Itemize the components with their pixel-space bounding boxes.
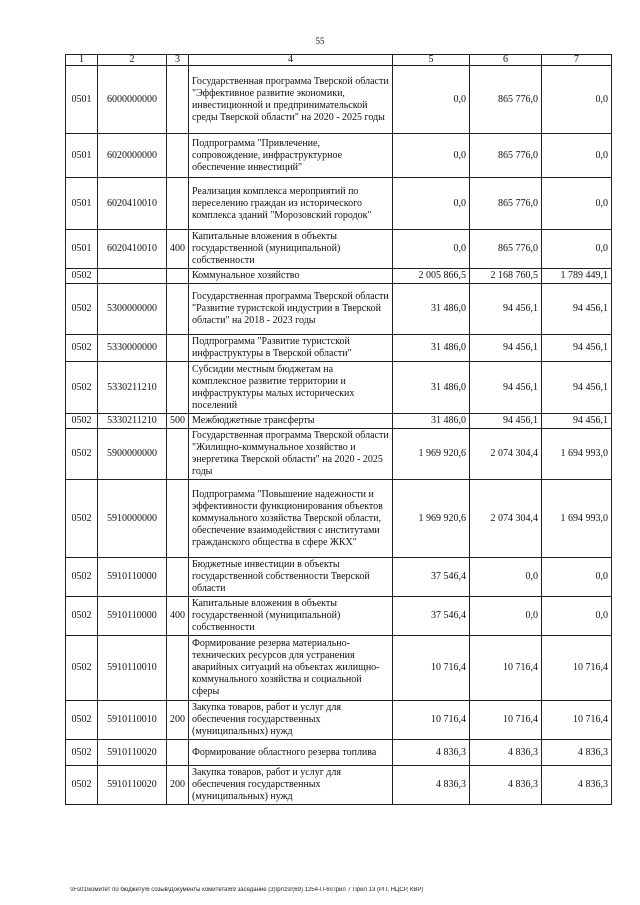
amount-2023: 94 456,1	[542, 414, 612, 429]
section-code: 0502	[66, 429, 98, 480]
item-name: Государственная программа Тверской области "Жилищно-коммунальное хозяйство и энергетика Тверской области" на 2020 - 2025 годы	[189, 429, 393, 480]
column-header: 7	[542, 55, 612, 66]
item-name: Межбюджетные трансферты	[189, 414, 393, 429]
table-row	[66, 362, 612, 414]
expense-type-code	[167, 134, 189, 178]
target-code: 5330211210	[98, 362, 167, 414]
table-row	[66, 335, 612, 362]
target-code	[98, 269, 167, 284]
target-code: 5910110000	[98, 558, 167, 597]
amount-2021: 4 836,3	[393, 740, 470, 766]
item-name: Бюджетные инвестиции в объекты государственной собственности Тверской области	[189, 558, 393, 597]
amount-2023: 0,0	[542, 597, 612, 636]
section-code: 0502	[66, 740, 98, 766]
target-code: 5910110010	[98, 636, 167, 701]
amount-2022: 2 074 304,4	[470, 429, 542, 480]
item-name: Капитальные вложения в объекты государственной (муниципальной) собственности	[189, 597, 393, 636]
target-code: 5910110020	[98, 766, 167, 805]
amount-2023: 94 456,1	[542, 284, 612, 335]
item-name: Коммунальное хозяйство	[189, 269, 393, 284]
amount-2022: 94 456,1	[470, 335, 542, 362]
amount-2021: 10 716,4	[393, 701, 470, 740]
section-code: 0502	[66, 269, 98, 284]
item-name: Закупка товаров, работ и услуг для обеспечения государственных (муниципальных) нужд	[189, 701, 393, 740]
section-code: 0502	[66, 335, 98, 362]
item-name: Формирование резерва материально-технических ресурсов для устранения аварийных ситуаций на объектах жилищно-коммунального хозяйства и социальной сферы	[189, 636, 393, 701]
section-code: 0502	[66, 480, 98, 558]
table-row	[66, 178, 612, 230]
expense-type-code	[167, 429, 189, 480]
target-code: 5910110020	[98, 740, 167, 766]
amount-2023: 0,0	[542, 230, 612, 269]
amount-2022: 0,0	[470, 597, 542, 636]
table-row	[66, 66, 612, 134]
expense-type-code	[167, 636, 189, 701]
amount-2023: 1 694 993,0	[542, 480, 612, 558]
section-code: 0502	[66, 597, 98, 636]
amount-2023: 0,0	[542, 134, 612, 178]
target-code: 5330000000	[98, 335, 167, 362]
amount-2021: 0,0	[393, 230, 470, 269]
section-code: 0502	[66, 558, 98, 597]
expense-type-code	[167, 362, 189, 414]
amount-2021: 31 486,0	[393, 335, 470, 362]
column-header: 2	[98, 55, 167, 66]
amount-2022: 4 836,3	[470, 740, 542, 766]
item-name: Подпрограмма "Привлечение, сопровождение, инфраструктурное обеспечение инвестиций"	[189, 134, 393, 178]
amount-2022: 94 456,1	[470, 284, 542, 335]
amount-2023: 0,0	[542, 66, 612, 134]
file-path-footer: \\Fs01\комитет по бюджету\6 созыв\Документы комитета\69 заседание (3)\pr\zsr(69) 1254-П-6\Прил 7 Прил 13 (РП, НЦСР, КВР)	[70, 887, 424, 893]
expense-type-code	[167, 480, 189, 558]
table-row	[66, 284, 612, 335]
page-number: 55	[315, 36, 325, 46]
amount-2023: 10 716,4	[542, 701, 612, 740]
amount-2022: 865 776,0	[470, 66, 542, 134]
budget-table	[65, 54, 612, 805]
section-code: 0501	[66, 230, 98, 269]
expense-type-code: 400	[167, 597, 189, 636]
amount-2021: 0,0	[393, 178, 470, 230]
header-row	[66, 55, 612, 66]
amount-2023: 10 716,4	[542, 636, 612, 701]
table-row	[66, 269, 612, 284]
amount-2022: 4 836,3	[470, 766, 542, 805]
expense-type-code	[167, 284, 189, 335]
section-code: 0501	[66, 134, 98, 178]
table-row	[66, 414, 612, 429]
amount-2023: 4 836,3	[542, 740, 612, 766]
expense-type-code	[167, 66, 189, 134]
amount-2022: 94 456,1	[470, 414, 542, 429]
expense-type-code: 400	[167, 230, 189, 269]
target-code: 5910110000	[98, 597, 167, 636]
table-row	[66, 701, 612, 740]
amount-2021: 4 836,3	[393, 766, 470, 805]
target-code: 5910000000	[98, 480, 167, 558]
target-code: 5300000000	[98, 284, 167, 335]
item-name: Субсидии местным бюджетам на комплексное развитие территории и инфраструктуры малых исторических поселений	[189, 362, 393, 414]
amount-2022: 10 716,4	[470, 701, 542, 740]
item-name: Капитальные вложения в объекты государственной (муниципальной) собственности	[189, 230, 393, 269]
expense-type-code	[167, 178, 189, 230]
section-code: 0502	[66, 414, 98, 429]
section-code: 0502	[66, 636, 98, 701]
target-code: 6020410010	[98, 178, 167, 230]
target-code: 6020000000	[98, 134, 167, 178]
target-code: 5910110010	[98, 701, 167, 740]
column-header: 6	[470, 55, 542, 66]
table-row	[66, 558, 612, 597]
amount-2023: 4 836,3	[542, 766, 612, 805]
amount-2021: 10 716,4	[393, 636, 470, 701]
table-row	[66, 766, 612, 805]
expense-type-code	[167, 558, 189, 597]
item-name: Подпрограмма "Развитие туристской инфраструктуры в Тверской области"	[189, 335, 393, 362]
table-row	[66, 480, 612, 558]
amount-2023: 0,0	[542, 178, 612, 230]
expense-type-code	[167, 335, 189, 362]
column-header: 3	[167, 55, 189, 66]
amount-2023: 94 456,1	[542, 362, 612, 414]
amount-2022: 865 776,0	[470, 230, 542, 269]
amount-2022: 10 716,4	[470, 636, 542, 701]
amount-2021: 31 486,0	[393, 414, 470, 429]
expense-type-code: 200	[167, 701, 189, 740]
amount-2023: 1 789 449,1	[542, 269, 612, 284]
amount-2022: 94 456,1	[470, 362, 542, 414]
section-code: 0501	[66, 66, 98, 134]
section-code: 0502	[66, 766, 98, 805]
item-name: Формирование областного резерва топлива	[189, 740, 393, 766]
amount-2021: 1 969 920,6	[393, 480, 470, 558]
section-code: 0501	[66, 178, 98, 230]
table-row	[66, 429, 612, 480]
amount-2023: 94 456,1	[542, 335, 612, 362]
amount-2022: 2 168 760,5	[470, 269, 542, 284]
column-header: 4	[189, 55, 393, 66]
column-header: 1	[66, 55, 98, 66]
item-name: Подпрограмма "Повышение надежности и эффективности функционирования объектов коммунального хозяйства Тверской области, обеспечение взаимодействия с институтами гражданского общества в сфере ЖКХ"	[189, 480, 393, 558]
amount-2022: 0,0	[470, 558, 542, 597]
table-row	[66, 597, 612, 636]
amount-2022: 865 776,0	[470, 178, 542, 230]
amount-2023: 1 694 993,0	[542, 429, 612, 480]
table-row	[66, 636, 612, 701]
amount-2021: 31 486,0	[393, 362, 470, 414]
table-row	[66, 134, 612, 178]
target-code: 5330211210	[98, 414, 167, 429]
column-header: 5	[393, 55, 470, 66]
amount-2023: 0,0	[542, 558, 612, 597]
expense-type-code: 500	[167, 414, 189, 429]
amount-2021: 1 969 920,6	[393, 429, 470, 480]
amount-2021: 0,0	[393, 66, 470, 134]
amount-2022: 2 074 304,4	[470, 480, 542, 558]
expense-type-code	[167, 269, 189, 284]
amount-2022: 865 776,0	[470, 134, 542, 178]
amount-2021: 0,0	[393, 134, 470, 178]
amount-2021: 37 546,4	[393, 558, 470, 597]
expense-type-code	[167, 740, 189, 766]
section-code: 0502	[66, 362, 98, 414]
target-code: 5900000000	[98, 429, 167, 480]
item-name: Государственная программа Тверской области "Развитие туристской индустрии в Тверской области" на 2018 - 2023 годы	[189, 284, 393, 335]
amount-2021: 37 546,4	[393, 597, 470, 636]
target-code: 6020410010	[98, 230, 167, 269]
item-name: Закупка товаров, работ и услуг для обеспечения государственных (муниципальных) нужд	[189, 766, 393, 805]
amount-2021: 2 005 866,5	[393, 269, 470, 284]
target-code: 6000000000	[98, 66, 167, 134]
section-code: 0502	[66, 701, 98, 740]
section-code: 0502	[66, 284, 98, 335]
table-row	[66, 740, 612, 766]
expense-type-code: 200	[167, 766, 189, 805]
item-name: Государственная программа Тверской области "Эффективное развитие экономики, инвестиционной и предпринимательской среды Тверской области" на 2020 - 2025 годы	[189, 66, 393, 134]
table-row	[66, 230, 612, 269]
item-name: Реализация комплекса мероприятий по переселению граждан из исторического комплекса зданий "Морозовский городок"	[189, 178, 393, 230]
amount-2021: 31 486,0	[393, 284, 470, 335]
